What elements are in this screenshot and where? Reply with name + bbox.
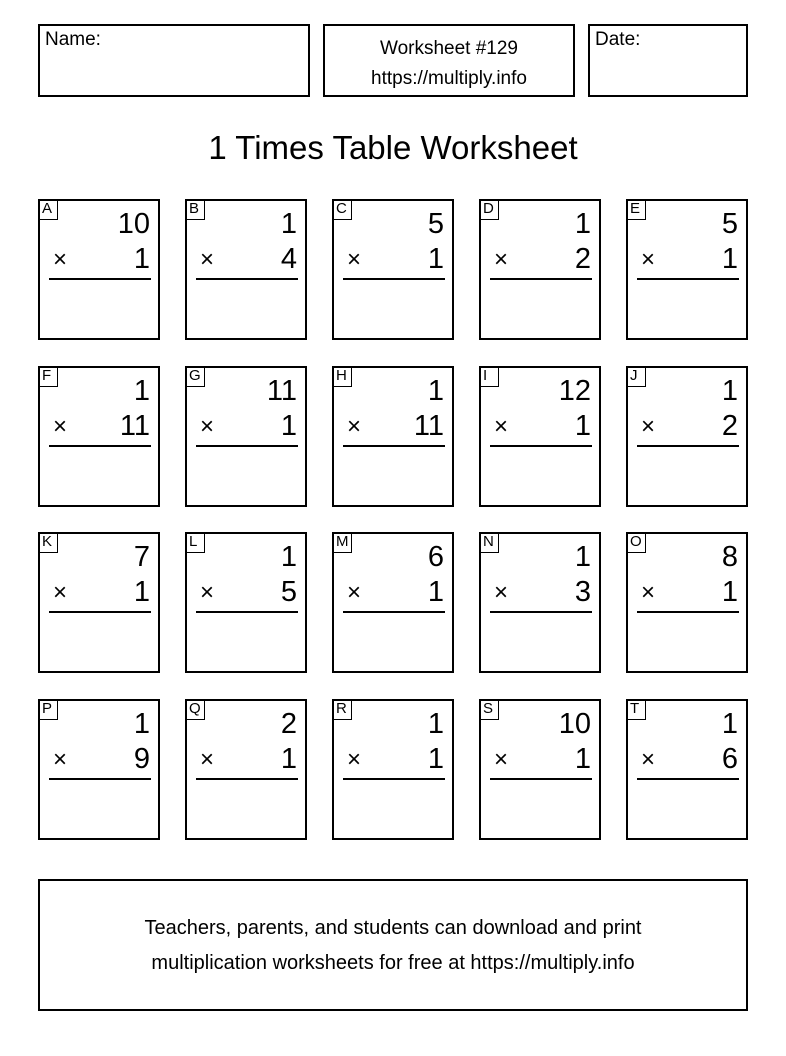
answer-line xyxy=(49,611,151,613)
top-number: 10 xyxy=(117,208,150,240)
problem-r xyxy=(332,699,454,840)
times-sign: × xyxy=(494,746,509,773)
bottom-number: 1 xyxy=(427,243,444,275)
top-number: 1 xyxy=(721,708,738,740)
problem-letter: I xyxy=(479,366,499,387)
answer-line xyxy=(343,778,445,780)
times-sign: × xyxy=(494,579,509,606)
times-sign: × xyxy=(347,413,362,440)
times-sign: × xyxy=(641,746,656,773)
problem-f xyxy=(38,366,160,507)
problem-l xyxy=(185,532,307,673)
answer-line xyxy=(343,611,445,613)
times-sign: × xyxy=(200,746,215,773)
bottom-number: 11 xyxy=(413,410,444,442)
top-number: 1 xyxy=(280,541,297,573)
top-number: 2 xyxy=(280,708,297,740)
top-number: 6 xyxy=(427,541,444,573)
bottom-number: 4 xyxy=(280,243,297,275)
problem-letter: E xyxy=(626,199,646,220)
problem-letter: S xyxy=(479,699,499,720)
bottom-number: 1 xyxy=(721,576,738,608)
date-field-box xyxy=(588,24,748,97)
answer-line xyxy=(490,445,592,447)
answer-line xyxy=(637,611,739,613)
problem-o xyxy=(626,532,748,673)
problem-letter: G xyxy=(185,366,205,387)
bottom-number: 2 xyxy=(574,243,591,275)
answer-line xyxy=(49,445,151,447)
top-number: 1 xyxy=(133,708,150,740)
date-label: Date: xyxy=(595,29,641,50)
bottom-number: 1 xyxy=(427,743,444,775)
times-sign: × xyxy=(53,746,68,773)
top-number: 5 xyxy=(721,208,738,240)
problem-g xyxy=(185,366,307,507)
times-sign: × xyxy=(347,579,362,606)
answer-line xyxy=(637,278,739,280)
problem-letter: P xyxy=(38,699,58,720)
top-number: 1 xyxy=(721,375,738,407)
answer-line xyxy=(490,278,592,280)
bottom-number: 6 xyxy=(721,743,738,775)
times-sign: × xyxy=(641,579,656,606)
top-number: 5 xyxy=(427,208,444,240)
bottom-number: 3 xyxy=(574,576,591,608)
bottom-number: 1 xyxy=(280,743,297,775)
answer-line xyxy=(49,278,151,280)
problem-letter: M xyxy=(332,532,352,553)
problem-letter: K xyxy=(38,532,58,553)
bottom-number: 1 xyxy=(133,576,150,608)
times-sign: × xyxy=(53,579,68,606)
worksheet-number: Worksheet #129 xyxy=(379,38,518,59)
problem-letter: L xyxy=(185,532,205,553)
bottom-number: 1 xyxy=(721,243,738,275)
problem-h xyxy=(332,366,454,507)
times-sign: × xyxy=(53,246,68,273)
times-sign: × xyxy=(494,246,509,273)
answer-line xyxy=(196,445,298,447)
problem-letter: J xyxy=(626,366,646,387)
top-number: 1 xyxy=(280,208,297,240)
top-number: 11 xyxy=(266,375,297,407)
bottom-number: 5 xyxy=(280,576,297,608)
answer-line xyxy=(343,445,445,447)
bottom-number: 2 xyxy=(721,410,738,442)
footer-line-1: Teachers, parents, and students can download and print xyxy=(144,917,642,939)
top-number: 8 xyxy=(721,541,738,573)
answer-line xyxy=(196,278,298,280)
times-sign: × xyxy=(200,579,215,606)
top-number: 7 xyxy=(133,541,150,573)
problem-letter: H xyxy=(332,366,352,387)
times-sign: × xyxy=(347,246,362,273)
problem-b xyxy=(185,199,307,340)
bottom-number: 11 xyxy=(119,410,150,442)
top-number: 1 xyxy=(574,541,591,573)
answer-line xyxy=(637,778,739,780)
problem-letter: B xyxy=(185,199,205,220)
page-title: 1 Times Table Worksheet xyxy=(208,129,578,166)
problem-c xyxy=(332,199,454,340)
top-number: 12 xyxy=(558,375,591,407)
problem-s xyxy=(479,699,601,840)
problem-letter: F xyxy=(38,366,58,387)
site-url: https://multiply.info xyxy=(371,68,527,89)
answer-line xyxy=(196,611,298,613)
bottom-number: 1 xyxy=(574,410,591,442)
problem-letter: D xyxy=(479,199,499,220)
answer-line xyxy=(49,778,151,780)
answer-line xyxy=(343,278,445,280)
times-sign: × xyxy=(200,246,215,273)
problem-e xyxy=(626,199,748,340)
bottom-number: 1 xyxy=(427,576,444,608)
problem-n xyxy=(479,532,601,673)
problem-m xyxy=(332,532,454,673)
problem-k xyxy=(38,532,160,673)
problem-t xyxy=(626,699,748,840)
times-sign: × xyxy=(200,413,215,440)
bottom-number: 1 xyxy=(133,243,150,275)
worksheet-info-box xyxy=(323,24,575,97)
top-number: 10 xyxy=(558,708,591,740)
times-sign: × xyxy=(347,746,362,773)
problem-letter: N xyxy=(479,532,499,553)
answer-line xyxy=(637,445,739,447)
top-number: 1 xyxy=(427,708,444,740)
problem-q xyxy=(185,699,307,840)
problem-letter: O xyxy=(626,532,646,553)
bottom-number: 9 xyxy=(133,743,150,775)
answer-line xyxy=(196,778,298,780)
problem-i xyxy=(479,366,601,507)
name-label: Name: xyxy=(45,29,101,50)
problem-letter: Q xyxy=(185,699,205,720)
problem-letter: A xyxy=(38,199,58,220)
top-number: 1 xyxy=(574,208,591,240)
problem-p xyxy=(38,699,160,840)
bottom-number: 1 xyxy=(280,410,297,442)
problem-letter: C xyxy=(332,199,352,220)
answer-line xyxy=(490,778,592,780)
problem-letter: R xyxy=(332,699,352,720)
name-field-box xyxy=(38,24,310,97)
footer-box xyxy=(38,879,748,1011)
times-sign: × xyxy=(641,413,656,440)
problem-letter: T xyxy=(626,699,646,720)
problem-j xyxy=(626,366,748,507)
times-sign: × xyxy=(494,413,509,440)
times-sign: × xyxy=(53,413,68,440)
footer-line-2: multiplication worksheets for free at https://multiply.info xyxy=(151,952,635,974)
times-sign: × xyxy=(641,246,656,273)
bottom-number: 1 xyxy=(574,743,591,775)
problem-d xyxy=(479,199,601,340)
top-number: 1 xyxy=(133,375,150,407)
problem-a xyxy=(38,199,160,340)
answer-line xyxy=(490,611,592,613)
top-number: 1 xyxy=(427,375,444,407)
